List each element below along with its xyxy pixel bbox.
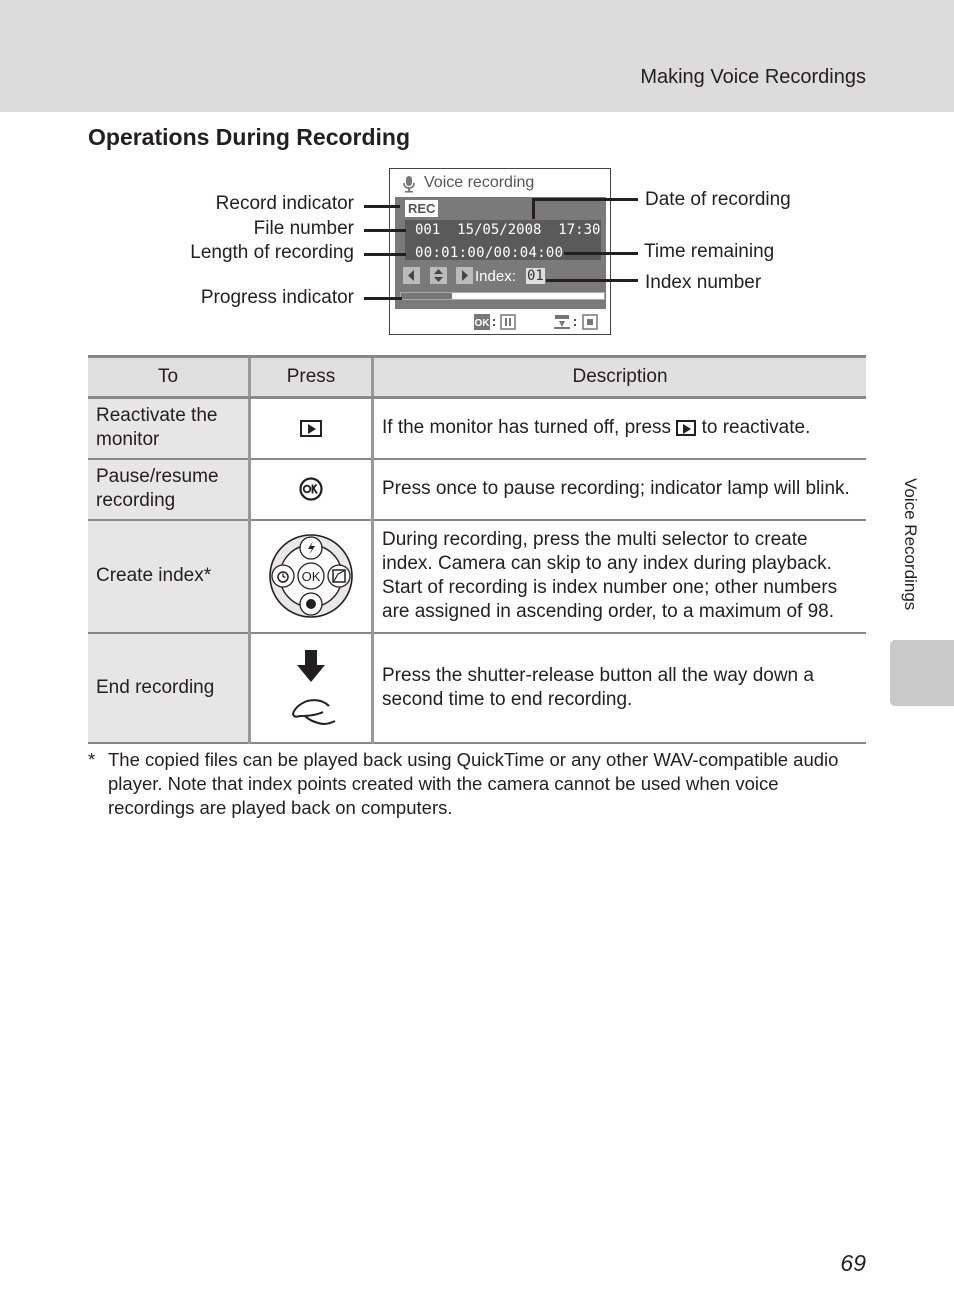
- leader-line: [364, 229, 406, 232]
- row-press: [250, 520, 373, 633]
- row-description-text: to reactivate.: [696, 417, 811, 439]
- callout-time-remaining: Time remaining: [644, 241, 775, 262]
- row-action: Create index*: [88, 520, 250, 633]
- callout-index-number: Index number: [645, 272, 762, 293]
- operations-table: [88, 355, 866, 744]
- footnote: [88, 748, 868, 820]
- section-title: Operations During Recording: [88, 124, 411, 150]
- leader-line: [364, 253, 406, 256]
- file-line: 001 15/05/2008 17:30: [415, 222, 601, 238]
- playback-button-icon: [676, 420, 696, 436]
- progress-bar-fill: [401, 293, 452, 299]
- row-press: [250, 633, 373, 743]
- microphone-icon: [402, 175, 416, 193]
- row-action: Reactivate the monitor: [88, 398, 250, 459]
- callout-date-of-recording: Date of recording: [645, 189, 791, 210]
- running-head: Making Voice Recordings: [640, 66, 866, 88]
- row-action: Pause/resume recording: [88, 459, 250, 520]
- ok-pause-hint-label: OK: [474, 318, 490, 329]
- page-number: 69: [840, 1250, 866, 1276]
- column-header-press: Press: [250, 357, 373, 398]
- stop-hint-icon: [553, 314, 601, 330]
- table-header-row: [88, 357, 866, 398]
- playback-button-icon: [300, 420, 322, 437]
- row-description: Press the shutter-release button all the way down a second time to end recording.: [373, 633, 867, 743]
- leader-line: [564, 252, 638, 255]
- header-band: [0, 0, 954, 112]
- table-row: [88, 459, 866, 520]
- multi-selector-icon: [268, 533, 354, 619]
- ok-button-icon: [299, 477, 323, 501]
- callout-length-of-recording: Length of recording: [190, 242, 354, 263]
- column-header-to: To: [88, 357, 250, 398]
- row-press: [250, 459, 373, 520]
- ok-pause-hint-icon: [474, 314, 520, 330]
- callout-progress-indicator: Progress indicator: [200, 287, 354, 308]
- row-description: Press once to pause recording; indicator lamp will blink.: [373, 459, 867, 520]
- footnote-text: The copied files can be played back using QuickTime or any other WAV-compatible audio player. Note that index points created with the camera cannot be used when voice recordings are played back on computers.: [108, 749, 839, 818]
- row-description-text: If the monitor has turned off, press: [382, 417, 677, 439]
- footnote-marker: *: [88, 749, 96, 770]
- rec-badge: REC: [405, 200, 438, 217]
- side-tab: [890, 640, 954, 706]
- leader-line: [364, 297, 402, 300]
- shutter-release-icon: [281, 648, 341, 728]
- length-line: 00:01:00/00:04:00: [415, 245, 564, 261]
- leader-line: [546, 279, 638, 282]
- leader-line: [364, 205, 400, 208]
- side-tab-label: Voice Recordings: [901, 478, 920, 611]
- leader-line: [532, 198, 638, 201]
- index-label: Index:: [475, 268, 516, 285]
- table-row: [88, 520, 866, 633]
- leader-line: [532, 198, 535, 219]
- callout-file-number: File number: [253, 218, 354, 239]
- row-action: End recording: [88, 633, 250, 743]
- row-press: [250, 398, 373, 459]
- column-header-description: Description: [373, 357, 867, 398]
- index-navigation-icons: [403, 267, 473, 285]
- multi-selector-ok-label: OK: [301, 569, 321, 584]
- table-row: [88, 633, 866, 743]
- index-value: 01: [527, 268, 544, 284]
- screen-title: Voice recording: [424, 174, 535, 191]
- table-row: [88, 398, 866, 459]
- row-description: During recording, press the multi selector to create index. Camera can skip to any index during playback. Start of recording is index number one; other numbers are assigned in ascending order, to a maximum of 98.: [373, 520, 867, 633]
- callout-record-indicator: Record indicator: [215, 193, 354, 214]
- progress-bar-track: [400, 292, 605, 300]
- row-description: [373, 398, 867, 459]
